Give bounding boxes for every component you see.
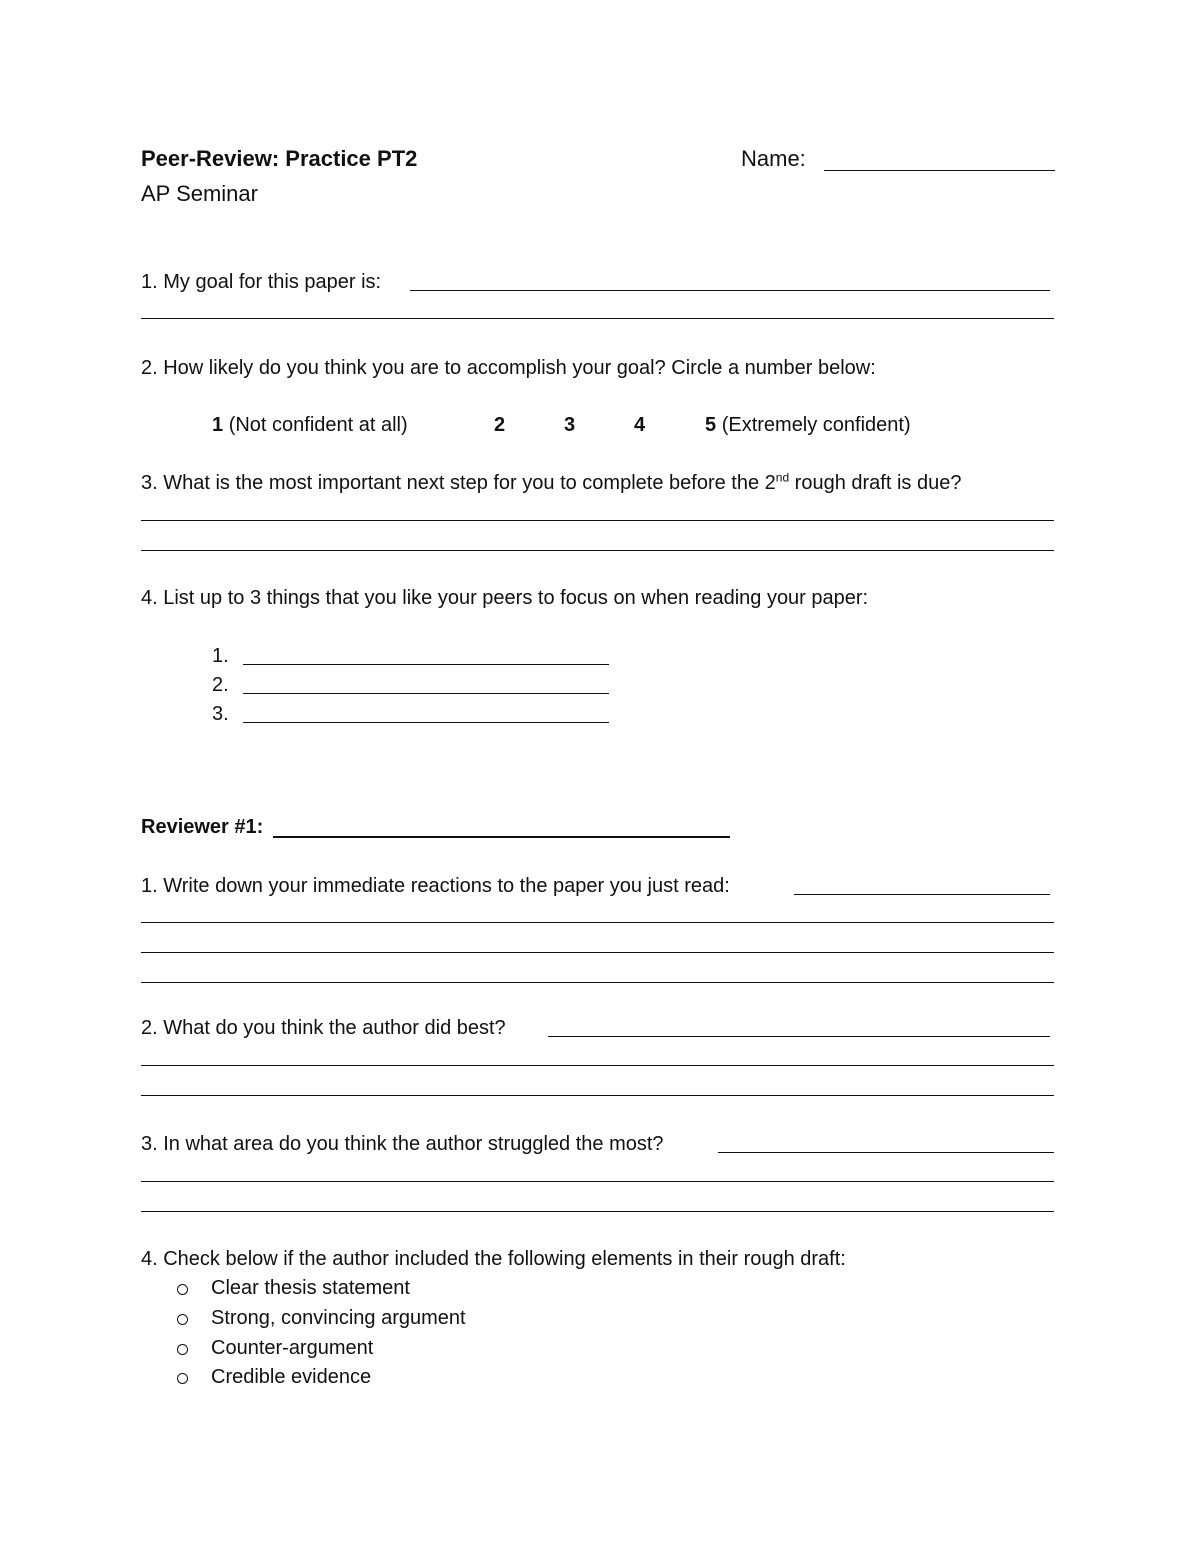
checklist-item: Counter-argument (211, 1337, 374, 1359)
focus-item-number: 1. (212, 645, 229, 667)
best-answer-line[interactable] (141, 1095, 1054, 1096)
scale-number: 1 (212, 414, 224, 436)
checklist-item: Strong, convincing argument (211, 1307, 466, 1329)
reactions-question: 1. Write down your immediate reactions to the paper you just read: (141, 875, 730, 897)
checkbox-circle[interactable] (177, 1342, 188, 1360)
scale-label-high: (Extremely confident) (721, 414, 911, 436)
reactions-answer-line[interactable] (141, 982, 1054, 983)
focus-item-line[interactable] (243, 664, 609, 665)
next-step-question (141, 470, 961, 496)
course-subtitle: AP Seminar (141, 181, 258, 206)
checkbox-circle[interactable] (177, 1282, 188, 1300)
scale-option-5[interactable] (705, 412, 911, 438)
reactions-answer-line[interactable] (794, 894, 1050, 895)
circle-icon (177, 1284, 188, 1295)
scale-option-4[interactable]: 4 (634, 414, 646, 436)
circle-icon (177, 1373, 188, 1384)
reactions-answer-line[interactable] (141, 922, 1054, 923)
checklist-item: Credible evidence (211, 1366, 372, 1388)
question-text: rough draft is due? (789, 472, 962, 494)
scale-option-1[interactable] (212, 412, 408, 438)
scale-option-3[interactable]: 3 (564, 414, 576, 436)
focus-item-line[interactable] (243, 722, 609, 723)
name-field[interactable] (824, 170, 1055, 171)
circle-icon (177, 1344, 188, 1355)
reviewer-label: Reviewer #1: (141, 816, 264, 838)
focus-item-line[interactable] (243, 693, 609, 694)
focus-item-number: 3. (212, 703, 229, 725)
next-step-answer-line[interactable] (141, 520, 1054, 521)
goal-answer-line[interactable] (141, 318, 1054, 319)
struggle-question: 3. In what area do you think the author struggled the most? (141, 1133, 664, 1155)
reviewer-name-field[interactable] (273, 836, 730, 838)
reactions-answer-line[interactable] (141, 952, 1054, 953)
checkbox-circle[interactable] (177, 1371, 188, 1389)
focus-question: 4. List up to 3 things that you like your peers to focus on when reading your paper: (141, 587, 869, 609)
struggle-answer-line[interactable] (718, 1152, 1054, 1153)
page-title: Peer-Review: Practice PT2 (141, 146, 418, 171)
confidence-question: 2. How likely do you think you are to accomplish your goal? Circle a number below: (141, 357, 876, 379)
struggle-answer-line[interactable] (141, 1211, 1054, 1212)
best-answer-line[interactable] (548, 1036, 1050, 1037)
scale-number: 5 (705, 414, 717, 436)
checkbox-circle[interactable] (177, 1312, 188, 1330)
best-question: 2. What do you think the author did best? (141, 1017, 506, 1039)
goal-question: 1. My goal for this paper is: (141, 271, 382, 293)
scale-label-low: (Not confident at all) (228, 414, 408, 436)
name-label: Name: (741, 146, 806, 171)
struggle-answer-line[interactable] (141, 1181, 1054, 1182)
scale-option-2[interactable]: 2 (494, 414, 506, 436)
goal-answer-line[interactable] (410, 290, 1050, 291)
circle-icon (177, 1314, 188, 1325)
question-text: 3. What is the most important next step for you to complete before the 2 (141, 472, 776, 494)
best-answer-line[interactable] (141, 1065, 1054, 1066)
ordinal-suffix: nd (775, 470, 790, 485)
next-step-answer-line[interactable] (141, 550, 1054, 551)
checklist-item: Clear thesis statement (211, 1277, 410, 1299)
elements-question: 4. Check below if the author included the following elements in their rough draft: (141, 1248, 846, 1270)
focus-item-number: 2. (212, 674, 229, 696)
